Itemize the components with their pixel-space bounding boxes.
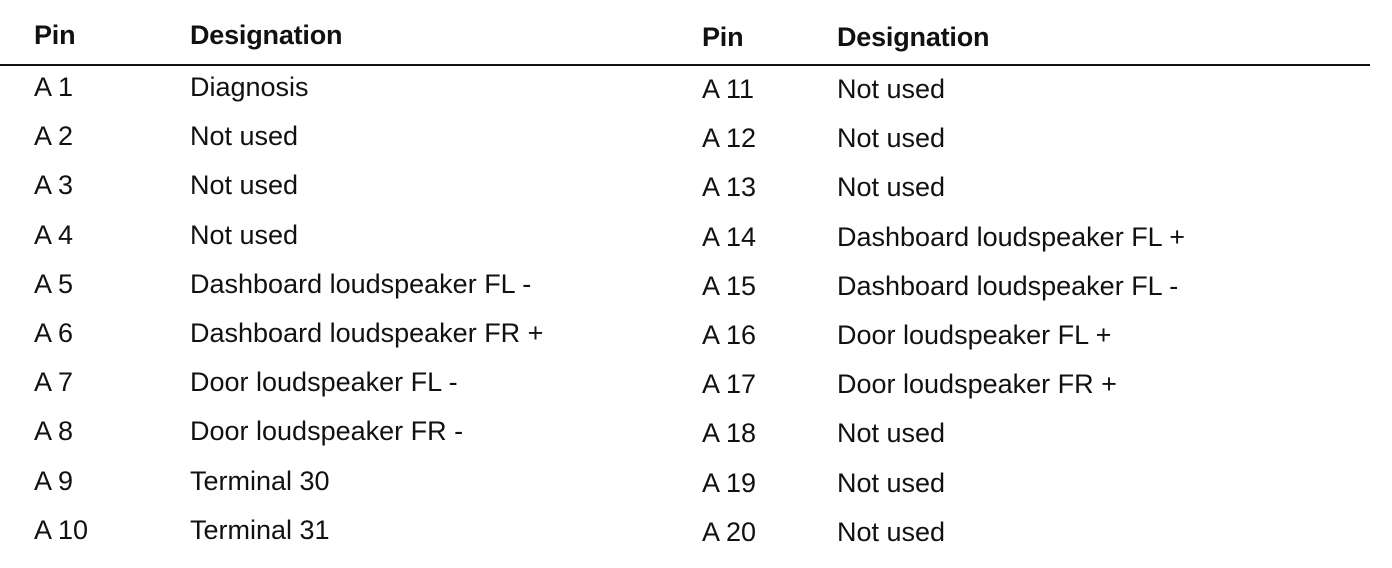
designation-cell: Not used <box>190 170 299 201</box>
table-row <box>0 66 690 115</box>
table-row <box>0 263 690 312</box>
pin-cell: A 4 <box>34 219 74 250</box>
pin-cell: A 8 <box>34 416 74 447</box>
pin-cell: A 7 <box>34 367 74 398</box>
pin-cell: A 5 <box>34 268 74 299</box>
pin-cell: A 6 <box>34 317 74 348</box>
column-header-pin: Pin <box>702 22 744 52</box>
pin-cell: A 18 <box>702 418 757 449</box>
designation-cell: Door loudspeaker FR - <box>190 416 464 447</box>
table-row <box>0 509 690 558</box>
table-row <box>0 115 690 164</box>
table-header-right <box>690 0 1370 66</box>
designation-cell: Not used <box>837 418 946 449</box>
pin-table-right <box>690 0 1370 558</box>
pin-cell: A 19 <box>702 467 757 498</box>
pin-cell: A 13 <box>702 172 757 203</box>
designation-cell: Terminal 31 <box>190 514 330 545</box>
pin-cell: A 20 <box>702 516 757 547</box>
table-body-right <box>690 68 1370 560</box>
designation-cell: Not used <box>190 121 299 152</box>
designation-cell: Not used <box>190 219 299 250</box>
pin-cell: A 9 <box>34 465 74 496</box>
table-row <box>690 363 1370 412</box>
designation-cell: Terminal 30 <box>190 465 330 496</box>
table-row <box>0 361 690 410</box>
designation-cell: Dashboard loudspeaker FL - <box>837 270 1179 301</box>
table-row <box>0 460 690 509</box>
designation-cell: Not used <box>837 74 946 104</box>
designation-cell: Diagnosis <box>190 72 309 102</box>
pin-cell: A 12 <box>702 123 757 154</box>
table-row <box>0 410 690 459</box>
pin-cell: A 17 <box>702 369 757 400</box>
table-row <box>0 214 690 263</box>
table-row <box>690 314 1370 363</box>
designation-cell: Dashboard loudspeaker FL + <box>837 221 1185 252</box>
pin-table-left <box>0 0 690 558</box>
table-row <box>690 462 1370 511</box>
designation-cell: Not used <box>837 516 946 547</box>
table-row <box>690 216 1370 265</box>
table-row <box>0 164 690 213</box>
designation-cell: Door loudspeaker FL + <box>837 319 1112 350</box>
pin-cell: A 16 <box>702 319 757 350</box>
table-row <box>690 68 1370 117</box>
pin-cell: A 11 <box>702 74 755 104</box>
pin-cell: A 3 <box>34 170 74 201</box>
pin-cell: A 1 <box>34 72 74 102</box>
column-header-designation: Designation <box>190 20 343 50</box>
table-row <box>690 412 1370 461</box>
table-row <box>690 166 1370 215</box>
designation-cell: Door loudspeaker FL - <box>190 367 458 398</box>
pin-cell: A 2 <box>34 121 74 152</box>
designation-cell: Door loudspeaker FR + <box>837 369 1117 400</box>
designation-cell: Dashboard loudspeaker FL - <box>190 268 532 299</box>
pin-cell: A 14 <box>702 221 757 252</box>
designation-cell: Not used <box>837 123 946 154</box>
column-header-pin: Pin <box>34 20 76 50</box>
designation-cell: Not used <box>837 467 946 498</box>
column-header-designation: Designation <box>837 22 990 52</box>
table-body-left <box>0 66 690 558</box>
table-row <box>690 511 1370 560</box>
table-row <box>690 265 1370 314</box>
pin-cell: A 10 <box>34 514 89 545</box>
designation-cell: Dashboard loudspeaker FR + <box>190 317 544 348</box>
designation-cell: Not used <box>837 172 946 203</box>
table-header-left <box>0 0 690 66</box>
table-row <box>690 117 1370 166</box>
table-row <box>0 312 690 361</box>
pin-cell: A 15 <box>702 270 757 301</box>
